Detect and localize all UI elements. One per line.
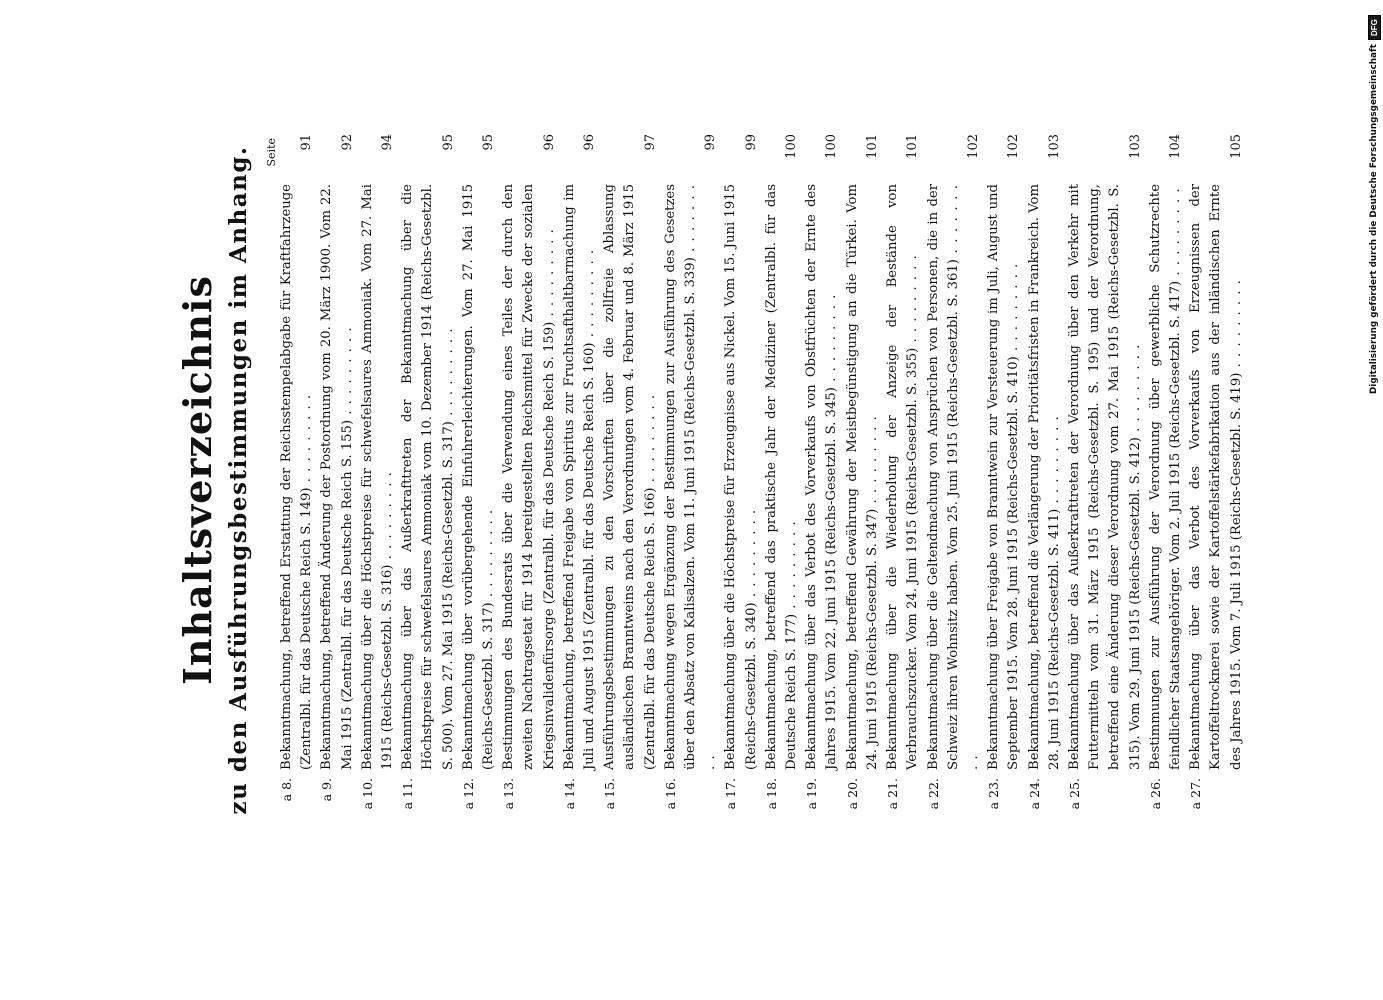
leader-dots: . . . . . . . . . xyxy=(784,520,800,614)
toc-entry xyxy=(317,130,357,830)
entry-page-number: 102 xyxy=(965,134,981,159)
leader-dots: . . . . . . . . . xyxy=(642,393,658,488)
entry-page-number: 95 xyxy=(481,134,497,151)
entry-number: a 25. xyxy=(1066,778,1082,810)
leader-dots: . . . . . . . . . xyxy=(1127,343,1143,438)
toc-entry xyxy=(843,130,883,830)
entry-number: a 26. xyxy=(1147,778,1163,810)
entry-number: a 18. xyxy=(763,778,779,810)
entry-number: a 16. xyxy=(662,778,678,810)
toc-entry xyxy=(277,130,317,830)
toc-entry xyxy=(924,130,985,830)
leader-dots: . . . . . . . . . xyxy=(864,415,880,509)
leader-dots: . . . . . . . . . xyxy=(743,508,759,603)
entry-number: a 8. xyxy=(279,778,294,802)
entry-text: Bekanntmachung wegen Ergänzung der Bestimmungen zur Ausführung des Gesetzes über den Absatz von Kalisalzen. Vom 11. Juni 1915 (Reichs-Gesetzbl. S. 339) xyxy=(662,184,699,770)
entry-page-number: 105 xyxy=(1228,134,1244,159)
entry-text: Bekanntmachung über das Außerkrafttreten der Verordnung über den Verkehr mit Futtermitteln vom 31. März 1915 (Reichs-Gesetzbl. S. 195) und der Verordnung, betreffend eine Änderung dieser Verordnung vom 27. Mai 1915 (Reichs-Gesetzbl. S. 315). Vom 29. Juni 1915 (Reichs-Gesetzbl. S. 412) xyxy=(1066,184,1143,770)
entry-number: a 27. xyxy=(1188,778,1204,810)
entry-page-number: 97 xyxy=(642,134,658,151)
page-title: Inhaltsverzeichnis xyxy=(175,275,220,685)
entry-text: Bekanntmachung über die Höchstpreise für schwefelsaures Ammoniak. Vom 27. Mai 1915 (Reichs-Gesetzbl. S. 316) xyxy=(359,184,396,770)
entry-page-number: 100 xyxy=(824,134,840,159)
entry-text: Bekanntmachung über das Verbot des Vorverkaufs von Erzeugnissen der Kartoffeltrocknerei sowie der Kartoffelstärkefabrikation aus der inländischen Ernte des Jahres 1915. Vom 7. Juli 1915 (Reichs-Gesetzbl. S. 419) xyxy=(1188,184,1244,770)
entry-text: Bekanntmachung über vorübergehende Einfuhrerleichterungen. Vom 27. Mai 1915 (Reichs-Gesetzbl. S. 317) xyxy=(460,184,497,770)
entry-text: Bekanntmachung über das Außerkrafttreten der Bekanntmachung über die Höchstpreise für schwefelsaures Ammoniak vom 10. Dezember 1914 (Reichs-Gesetzbl. S. 500). Vom 27. Mai 1915 (Reichs-Gesetzbl. S. 317) xyxy=(400,184,456,770)
entry-page-number: 99 xyxy=(703,134,719,151)
scanned-page xyxy=(175,130,1265,830)
entry-text: Bekanntmachung über das Verbot des Vorverkaufs von Obstfrüchten der Ernte des Jahres 1915. Vom 22. Juni 1915 (Reichs-Gesetzbl. S. 345) xyxy=(804,184,840,770)
entry-number: a 20. xyxy=(844,778,860,810)
leader-dots: . . . . . . . . . xyxy=(1006,262,1022,357)
entry-text: Bekanntmachung über Freigabe von Branntwein zur Versteuerung im Juli, August und September 1915. Vom 28. Juni 1915 (Reichs-Gesetzbl. S. 410) xyxy=(986,184,1022,770)
toc-entry xyxy=(459,130,499,830)
entry-number: a 19. xyxy=(804,778,820,810)
toc-entry xyxy=(600,130,661,830)
entry-text: Bekanntmachung, betreffend Freigabe von Spiritus zur Fruchtsafthaltbarmachung im Juli und August 1915 (Zentralbl. für das Deutsche Reich S. 160) xyxy=(561,184,598,770)
entry-number: a 24. xyxy=(1026,778,1042,810)
leader-dots: . . . . . . . . . xyxy=(905,254,921,348)
toc-entry xyxy=(762,130,802,830)
entry-page-number: 100 xyxy=(784,134,800,159)
leader-dots: . . . . . . . . . xyxy=(945,183,981,770)
dfg-logo: DFG xyxy=(1368,15,1381,40)
entry-page-number: 96 xyxy=(582,134,598,151)
leader-dots: . . . . . . . . . xyxy=(824,293,840,388)
entry-number: a 9. xyxy=(319,778,335,802)
toc-entry xyxy=(802,130,842,830)
entry-text: Ausführungsbestimmungen zu den Vorschriften über die zollfreie Ablassung ausländischen Branntweins nach den Verordnungen vom 4. Februar und 8. März 1915 (Zentralbl. für das Deutsche Reich S. 166) xyxy=(602,184,658,770)
leader-dots: . . . . . . . . . xyxy=(541,228,557,322)
toc-entry xyxy=(721,130,761,830)
entry-number: a 15. xyxy=(602,778,618,810)
toc-entry xyxy=(1146,130,1186,830)
entry-text: Bekanntmachung über die Höchstpreise für Erzeugnisse aus Nickel. Vom 15. Juni 1915 (Reichs-Gesetzbl. S. 340) xyxy=(723,184,759,770)
entry-page-number: 91 xyxy=(299,134,315,151)
entry-text: Bekanntmachung über die Wiederholung der Anzeige der Bestände von Verbrauchszucker. Vom 24. Juni 1915 (Reichs-Gesetzbl. S. 355) xyxy=(885,184,921,770)
entry-text: Bekanntmachung, betreffend die Verlängerung der Prioritätsfristen in Frankreich. Vom 28. Juni 1915 (Reichs-Gesetzbl. S. 411) xyxy=(1026,184,1062,770)
toc-entries xyxy=(277,130,1247,830)
leader-dots: . . . . . . . . . xyxy=(582,248,598,343)
toc-entry xyxy=(398,130,459,830)
entry-text: Bekanntmachung, betreffend Gewährung der Meistbegünstigung an die Türkei. Vom 24. Juni 1915 (Reichs-Gesetzbl. S. 347) xyxy=(844,184,880,770)
toc-entry xyxy=(358,130,398,830)
entry-page-number: 104 xyxy=(1167,134,1183,159)
leader-dots: . . . . . . . . . xyxy=(481,508,497,603)
toc-entry xyxy=(883,130,923,830)
leader-dots: . . . . . . . . . xyxy=(339,326,355,420)
entry-number: a 13. xyxy=(501,778,517,810)
entry-page-number: 95 xyxy=(440,134,456,151)
entry-number: a 22. xyxy=(925,778,941,810)
entry-number: a 14. xyxy=(561,778,577,810)
leader-dots: . . . . . . . . . xyxy=(380,471,396,565)
digitization-credit xyxy=(1366,14,1382,394)
entry-text: Bekanntmachung, betreffend Änderung der Postordnung vom 20. März 1900. Vom 22. Mai 1915 (Zentralbl. für das Deutsche Reich S. 155) xyxy=(319,184,355,770)
toc-entry xyxy=(984,130,1024,830)
leader-dots: . . . . . . . . . xyxy=(440,327,456,422)
leader-dots: . . . . . . . . . xyxy=(1046,415,1062,509)
toc-entry xyxy=(499,130,560,830)
entry-number: a 17. xyxy=(723,778,739,810)
entry-page-number: 102 xyxy=(1006,134,1022,159)
entry-page-number: 92 xyxy=(339,134,355,151)
leader-dots: . . . . . . . . . xyxy=(1228,279,1244,373)
toc-entry xyxy=(1065,130,1146,830)
entry-page-number: 96 xyxy=(541,134,557,151)
leader-dots: . . . . . . . . . xyxy=(299,393,315,488)
toc-entry xyxy=(661,130,722,830)
entry-page-number: 101 xyxy=(905,134,921,159)
toc-entry xyxy=(560,130,600,830)
leader-dots: . . . . . . . . . xyxy=(1167,187,1183,281)
page-subtitle: zu den Ausführungsbestimmungen im Anhang. xyxy=(225,145,252,815)
entry-text: Bekanntmachung, betreffend das praktische Jahr der Mediziner (Zentralbl. für das Deutsche Reich S. 177) xyxy=(763,184,800,770)
page-column-label: Seite xyxy=(265,138,278,167)
entry-number: a 10. xyxy=(359,778,375,810)
entry-text: Bestimmungen des Bundesrats über die Verwendung eines Teiles der durch den zweiten Nachtragsetat für 1914 bereitgestellten Reichsmittel für Zwecke der sozialen Kriegsinvalidenfürsorge (Zentralbl. für das Deutsche Reich S. 159) xyxy=(501,184,557,770)
entry-page-number: 103 xyxy=(1046,134,1062,159)
toc-entry xyxy=(1025,130,1065,830)
entry-page-number: 101 xyxy=(864,134,880,159)
entry-text: Bestimmungen zur Ausführung der Verordnung über gewerbliche Schutzrechte feindlicher Staatsangehöriger. Vom 2. Juli 1915 (Reichs-Gesetzbl. S. 417) xyxy=(1147,184,1183,770)
toc-entry xyxy=(1186,130,1247,830)
leader-dots: . . . . . . . . . xyxy=(683,184,719,770)
entry-number: a 23. xyxy=(986,778,1002,810)
entry-page-number: 103 xyxy=(1127,134,1143,159)
entry-number: a 11. xyxy=(400,778,416,810)
entry-page-number: 94 xyxy=(380,134,396,151)
entry-text: Bekanntmachung, betreffend Erstattung der Reichsstempelabgabe für Kraftfahrzeuge (Zentralbl. für das Deutsche Reich S. 149) xyxy=(279,184,315,770)
credit-text: Digitalisierung gefördert durch die Deutsche Forschungsgemeinschaft xyxy=(1369,43,1379,394)
entry-text: Bekanntmachung über die Geltendmachung von Ansprüchen von Personen, die in der Schweiz ihren Wohnsitz haben. Vom 25. Juni 1915 (Reichs-Gesetzbl. S. 361) xyxy=(925,184,961,770)
entry-number: a 12. xyxy=(460,778,476,810)
entry-number: a 21. xyxy=(885,778,901,810)
entry-page-number: 99 xyxy=(743,134,759,151)
